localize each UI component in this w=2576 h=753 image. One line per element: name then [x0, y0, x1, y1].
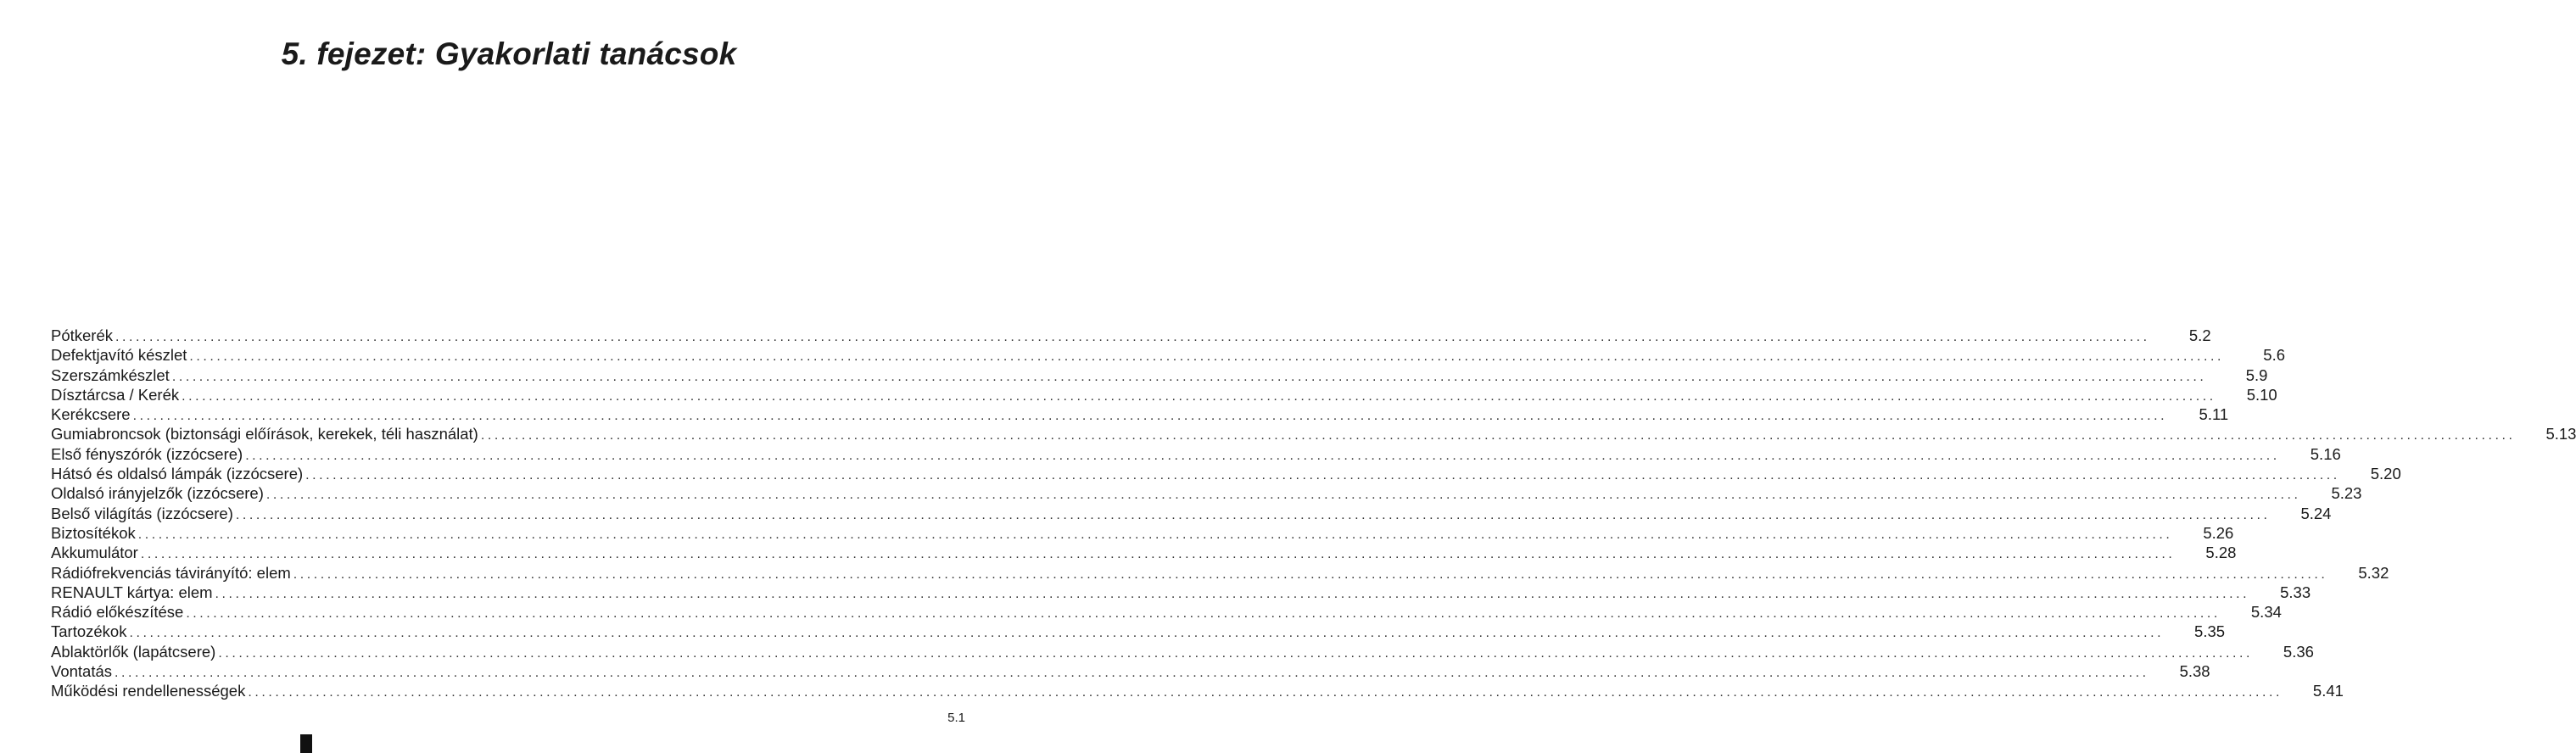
toc-entry[interactable]	[51, 602, 2282, 622]
toc-entry-label: Defektjavító készlet	[51, 346, 187, 365]
table-of-contents	[51, 326, 2576, 701]
page-number: 5.1	[947, 711, 965, 725]
page-edge-marker	[300, 734, 312, 753]
toc-entry-label: Működési rendellenességek	[51, 682, 246, 700]
toc-entry-label: Rádió előkészítése	[51, 603, 184, 622]
toc-entry[interactable]	[51, 504, 2332, 523]
toc-leader-dots: ............................................................................................................................................................................................................................................................................................................	[218, 645, 2253, 661]
toc-entry-label: Biztosítékok	[51, 523, 136, 542]
toc-entry[interactable]	[51, 345, 2285, 365]
toc-entry-label: Hátsó és oldalsó lámpák (izzócsere)	[51, 465, 304, 483]
toc-leader-dots: ............................................................................................................................................................................................................................................................................................................	[171, 369, 2207, 384]
toc-entry-page: 5.28	[2205, 544, 2237, 562]
toc-entry-page: 5.20	[2370, 465, 2401, 483]
toc-entry[interactable]	[51, 583, 2311, 602]
toc-entry[interactable]	[51, 622, 2226, 641]
toc-entry-page: 5.36	[2283, 642, 2314, 661]
toc-leader-dots: ............................................................................................................................................................................................................................................................................................................	[480, 428, 2516, 443]
toc-entry-page: 5.41	[2312, 682, 2344, 700]
toc-entry-page: 5.26	[2203, 523, 2234, 542]
toc-entry-label: RENAULT kártya: elem	[51, 583, 213, 601]
toc-leader-dots: ............................................................................................................................................................................................................................................................................................................	[140, 547, 2176, 562]
toc-entry-page: 5.35	[2194, 622, 2226, 641]
toc-entry-label: Vontatás	[51, 662, 113, 681]
toc-entry[interactable]	[51, 543, 2237, 562]
toc-entry-label: Belső világítás (izzócsere)	[51, 504, 233, 522]
toc-entry-label: Akkumulátor	[51, 544, 138, 562]
toc-leader-dots: ............................................................................................................................................................................................................................................................................................................	[215, 586, 2250, 601]
toc-entry-page: 5.9	[2245, 365, 2268, 384]
toc-entry-page: 5.13	[2545, 425, 2576, 443]
toc-entry-label: Első fényszórók (izzócsere)	[51, 444, 243, 463]
toc-entry-label: Gumiabroncsok (biztonsági előírások, kerekek, téli használat)	[51, 425, 478, 443]
toc-entry[interactable]	[51, 326, 2211, 345]
toc-entry-page: 5.34	[2250, 603, 2282, 622]
toc-entry[interactable]	[51, 642, 2314, 661]
toc-leader-dots: ............................................................................................................................................................................................................................................................................................................	[245, 448, 2280, 463]
toc-entry-label: Ablaktörlők (lapátcsere)	[51, 642, 216, 661]
toc-entry-label: Kerékcsere	[51, 405, 131, 424]
toc-leader-dots: ............................................................................................................................................................................................................................................................................................................	[129, 626, 2165, 641]
toc-entry-page: 5.23	[2331, 484, 2362, 503]
toc-entry-label: Tartozékok	[51, 622, 127, 641]
toc-entry[interactable]	[51, 464, 2401, 483]
toc-entry[interactable]	[51, 661, 2210, 681]
toc-leader-dots: ............................................................................................................................................................................................................................................................................................................	[235, 507, 2271, 522]
toc-entry[interactable]	[51, 563, 2389, 583]
toc-entry-page: 5.6	[2263, 346, 2285, 365]
toc-leader-dots: ............................................................................................................................................................................................................................................................................................................	[182, 388, 2216, 404]
toc-entry-page: 5.10	[2246, 385, 2277, 404]
toc-entry-page: 5.33	[2280, 583, 2311, 601]
toc-leader-dots: ............................................................................................................................................................................................................................................................................................................	[293, 566, 2328, 582]
toc-leader-dots: ............................................................................................................................................................................................................................................................................................................	[115, 330, 2150, 344]
toc-entry-label: Szerszámkészlet	[51, 365, 170, 384]
toc-entry-page: 5.16	[2310, 444, 2341, 463]
toc-entry[interactable]	[51, 424, 2576, 443]
toc-entry-label: Oldalsó irányjelzők (izzócsere)	[51, 484, 264, 503]
toc-entry[interactable]	[51, 385, 2277, 404]
toc-entry-page: 5.38	[2179, 662, 2210, 681]
page-title: 5. fejezet: Gyakorlati tanácsok	[281, 36, 737, 71]
toc-leader-dots: ............................................................................................................................................................................................................................................................................................................	[137, 527, 2173, 542]
toc-entry[interactable]	[51, 483, 2362, 503]
toc-leader-dots: ............................................................................................................................................................................................................................................................................................................	[305, 468, 2340, 483]
toc-leader-dots: ............................................................................................................................................................................................................................................................................................................	[115, 666, 2149, 681]
toc-leader-dots: ............................................................................................................................................................................................................................................................................................................	[248, 685, 2283, 700]
toc-entry[interactable]	[51, 444, 2341, 464]
toc-entry[interactable]	[51, 523, 2234, 543]
toc-entry[interactable]	[51, 365, 2268, 385]
toc-leader-dots: ............................................................................................................................................................................................................................................................................................................	[189, 349, 2224, 365]
toc-entry-page: 5.11	[2199, 405, 2229, 424]
toc-entry[interactable]	[51, 681, 2344, 700]
toc-leader-dots: ............................................................................................................................................................................................................................................................................................................	[132, 409, 2168, 424]
toc-leader-dots: ............................................................................................................................................................................................................................................................................................................	[186, 606, 2221, 622]
toc-leader-dots: ............................................................................................................................................................................................................................................................................................................	[265, 488, 2301, 503]
toc-entry[interactable]	[51, 404, 2229, 424]
toc-entry-label: Pótkerék	[51, 326, 114, 344]
toc-entry-label: Dísztárcsa / Kerék	[51, 385, 180, 404]
toc-entry-page: 5.2	[2188, 326, 2211, 344]
toc-entry-label: Rádiófrekvenciás távirányító: elem	[51, 563, 291, 582]
toc-entry-page: 5.32	[2358, 563, 2389, 582]
toc-entry-page: 5.24	[2300, 504, 2332, 522]
